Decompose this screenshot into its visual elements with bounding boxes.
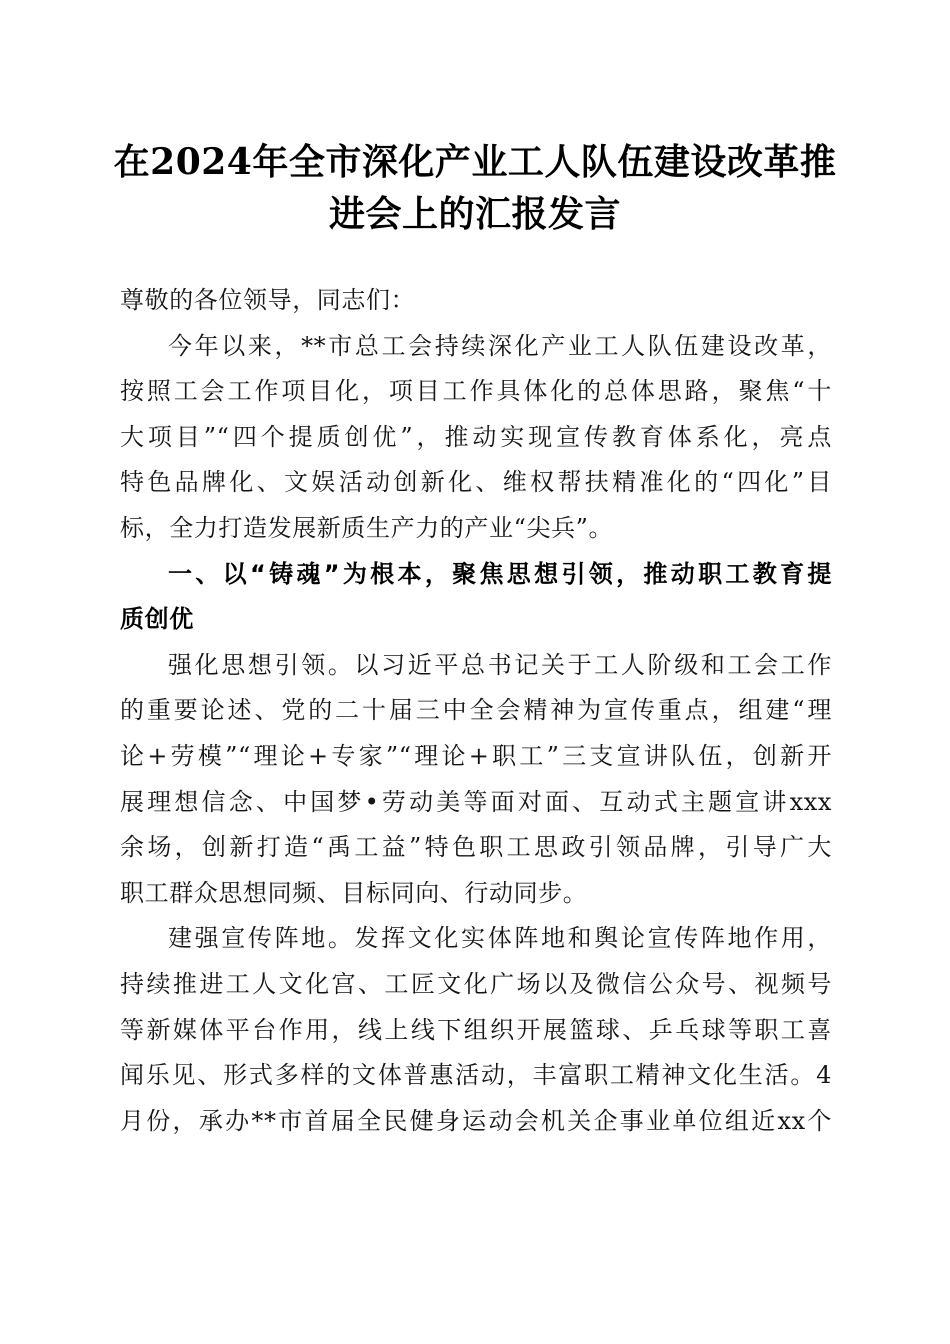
paragraph-line: 闻乐见、形式多样的文体普惠活动，丰富职工精神文化生活。4 [120, 1061, 832, 1090]
paragraph-line: 持续推进工人文化宫、工匠文化广场以及微信公众号、视频号 [120, 969, 832, 998]
heading-line: 一、以“铸魂”为根本，聚焦思想引领，推动职工教育提 [168, 559, 832, 588]
paragraph-line: 按照工会工作项目化，项目工作具体化的总体思路，聚焦“十 [120, 377, 832, 406]
title-line: 进会上的汇报发言 [328, 193, 621, 235]
paragraph-line: 强化思想引领。以习近平总书记关于工人阶级和工会工作 [168, 650, 832, 679]
salutation: 尊敬的各位领导，同志们： [120, 286, 416, 314]
paragraph-line: 展理想信念、中国梦•劳动美等面对面、互动式主题宣讲xxx [120, 787, 832, 816]
paragraph-line: 余场，创新打造“禹工益”特色职工思政引领品牌，引导广大 [120, 833, 832, 862]
paragraph-line: 论+劳模”“理论+专家”“理论+职工”三支宣讲队伍，创新开 [120, 741, 832, 770]
paragraph-line: 职工群众思想同频、目标同向、行动同步。 [120, 878, 588, 907]
paragraph-line: 大项目”“四个提质创优”，推动实现宣传教育体系化，亮点 [120, 422, 832, 451]
heading-line: 质创优 [120, 605, 194, 634]
document-title [100, 136, 850, 240]
paragraph-line: 今年以来，**市总工会持续深化产业工人队伍建设改革， [168, 331, 832, 360]
paragraph-line: 标，全力打造发展新质生产力的产业“尖兵”。 [120, 513, 614, 542]
paragraph-line: 月份，承办**市首届全民健身运动会机关企事业单位组近xx个 [120, 1106, 832, 1135]
paragraph-intro [120, 324, 832, 552]
title-line: 在2024年全市深化产业工人队伍建设改革推 [113, 141, 837, 183]
paragraph-line: 建强宣传阵地。发挥文化实体阵地和舆论宣传阵地作用， [168, 924, 832, 953]
paragraph-line: 特色品牌化、文娱活动创新化、维权帮扶精准化的“四化”目 [120, 468, 832, 497]
paragraph-line: 等新媒体平台作用，线上线下组织开展篮球、乒乓球等职工喜 [120, 1015, 832, 1044]
paragraph-line: 的重要论述、党的二十届三中全会精神为宣传重点，组建“理 [120, 696, 832, 725]
document-body [120, 278, 832, 1144]
section-heading [120, 552, 832, 643]
paragraph-ideology [120, 643, 832, 917]
paragraph-publicity [120, 916, 832, 1144]
